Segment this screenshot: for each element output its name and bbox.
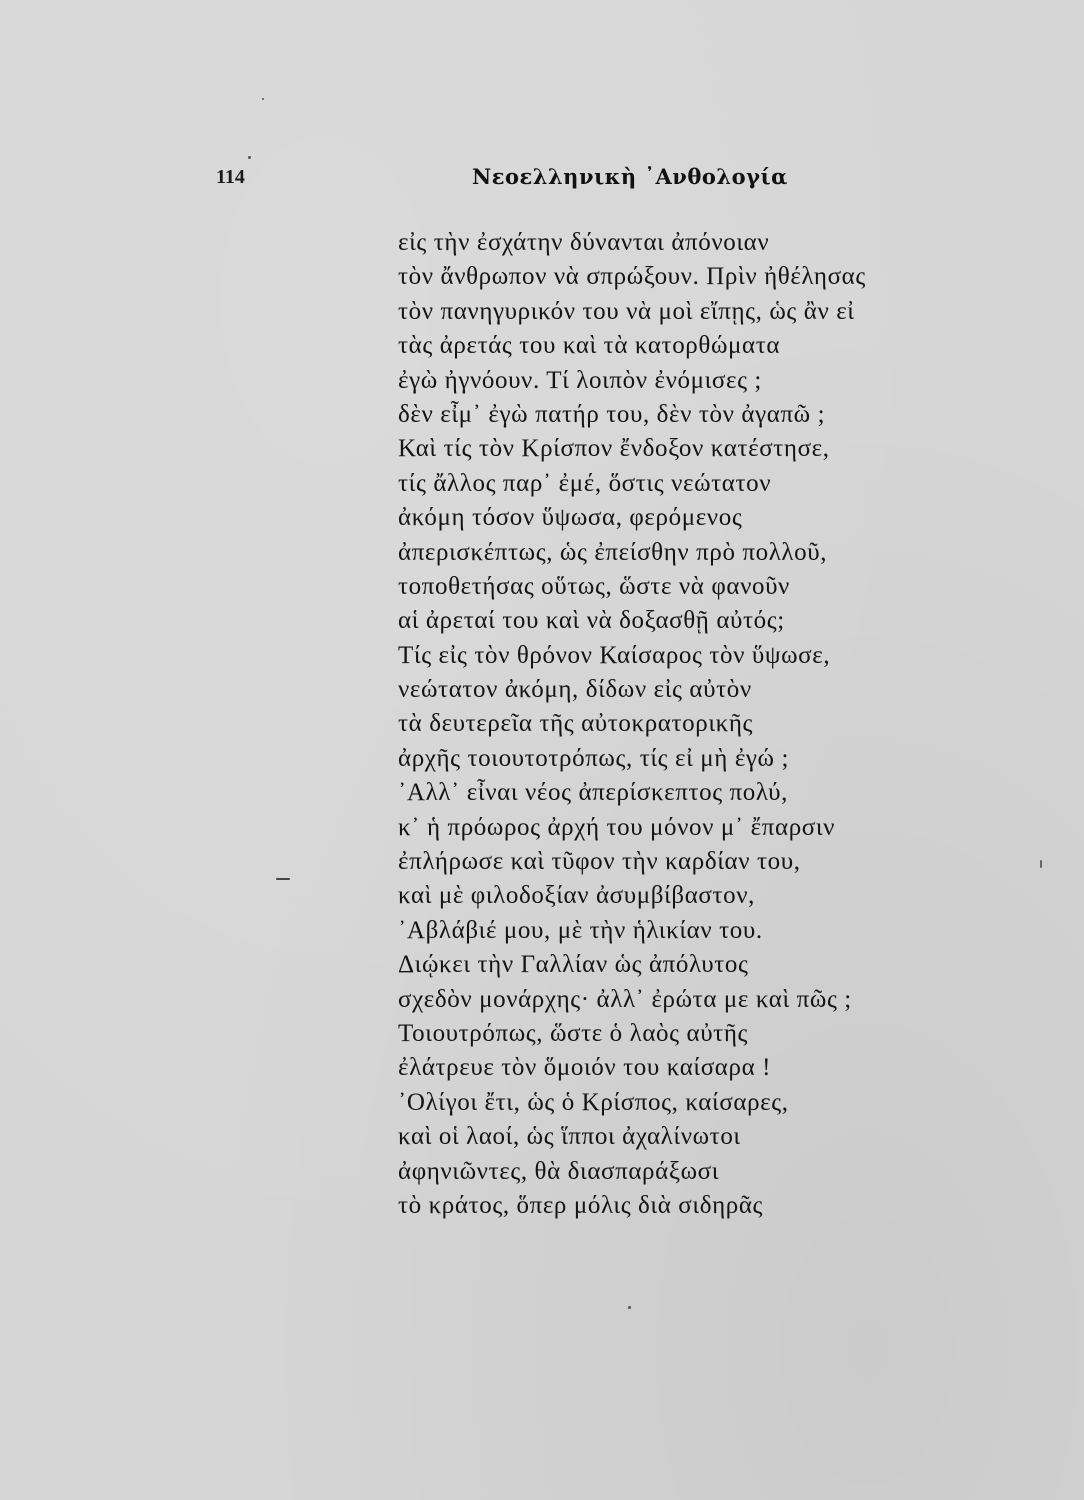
poem-line: ᾿Αβλάβιέ μου, μὲ τὴν ἡλικίαν του. (398, 916, 763, 944)
poem-line: ἐπλήρωσε καὶ τῦφον τὴν καρδίαν του, (398, 848, 801, 876)
poem-line: τίς ἄλλος παρ᾽ ἐμέ, ὅστις νεώτατον (398, 469, 772, 497)
poem-line: ἀρχῆς τοιουτοτρόπως, τίς εἰ μὴ ἐγώ ; (398, 744, 790, 772)
poem-text (398, 226, 998, 1223)
poem-line: Τίς εἰς τὸν θρόνον Καίσαρος τὸν ὕψωσε, (398, 641, 831, 669)
poem-line: Διῴκει τὴν Γαλλίαν ὡς ἀπόλυτος (398, 951, 749, 979)
poem-line: τὰ δευτερεῖα τῆς αὐτοκρατορικῆς (398, 710, 754, 738)
paper-speck (276, 878, 290, 880)
poem-line: εἰς τὴν ἐσχάτην δύνανται ἀπόνοιαν (398, 229, 770, 256)
poem-line: ᾿Αλλ᾽ εἶναι νέος ἀπερίσκεπτος πολύ, (398, 779, 788, 807)
page-header (0, 166, 1084, 198)
poem-line: ἀπερισκέπτως, ὡς ἐπείσθην πρὸ πολλοῦ, (398, 538, 828, 566)
poem-line: ἐγὼ ἠγνόουν. Τί λοιπὸν ἐνόμισες ; (398, 366, 762, 394)
paper-speck (1040, 860, 1042, 868)
poem-line: τὸν ἄνθρωπον νὰ σπρώξουν. Πρὶν ἠθέλησας (398, 263, 866, 291)
running-title: Νεοελληνικὴ ᾿Ανθολογία (472, 164, 788, 189)
poem-line: τοποθετήσας οὕτως, ὥστε νὰ φανοῦν (398, 572, 790, 600)
poem-line: καὶ οἱ λαοί, ὡς ἵπποι ἀχαλίνωτοι (398, 1123, 741, 1151)
poem-line: τὸ κράτος, ὅπερ μόλις διὰ σιδηρᾶς (398, 1191, 764, 1219)
paper-speck (628, 1306, 631, 1309)
poem-line: τὰς ἀρετάς του καὶ τὰ κατορθώματα (398, 332, 781, 360)
poem-line: Καὶ τίς τὸν Κρίσπον ἔνδοξον κατέστησε, (398, 435, 830, 463)
poem-line: καὶ μὲ φιλοδοξίαν ἀσυμβίβαστον, (398, 882, 755, 910)
paper-speck (262, 98, 264, 100)
poem-line: νεώτατον ἀκόμη, δίδων εἰς αὐτὸν (398, 676, 752, 704)
poem-line: σχεδὸν μονάρχης· ἀλλ᾽ ἐρώτα με καὶ πῶς ; (398, 985, 852, 1013)
page-number: 114 (216, 166, 245, 188)
poem-line: τὸν πανηγυρικόν του νὰ μοὶ εἴπῃς, ὡς ἂν εἰ (398, 297, 855, 325)
poem-line: ᾿Ολίγοι ἔτι, ὡς ὁ Κρίσπος, καίσαρες, (398, 1088, 789, 1116)
poem-line: κ᾽ ἡ πρόωρος ἀρχή του μόνον μ᾽ ἔπαρσιν (398, 813, 836, 841)
poem-line: ἐλάτρευε τὸν ὅμοιόν του καίσαρα ! (398, 1054, 772, 1082)
paper-speck (248, 156, 251, 159)
poem-line: ἀφηνιῶντες, θὰ διασπαράξωσι (398, 1157, 720, 1185)
poem-line: ἀκόμη τόσον ὕψωσα, φερόμενος (398, 504, 743, 532)
poem-line: Τοιουτρόπως, ὥστε ὁ λαὸς αὐτῆς (398, 1019, 748, 1047)
poem-line: δὲν εἶμ᾽ ἐγὼ πατήρ του, δὲν τὸν ἀγαπῶ ; (398, 400, 826, 428)
poem-line: αἱ ἀρεταί του καὶ νὰ δοξασθῇ αὐτός; (398, 607, 785, 635)
